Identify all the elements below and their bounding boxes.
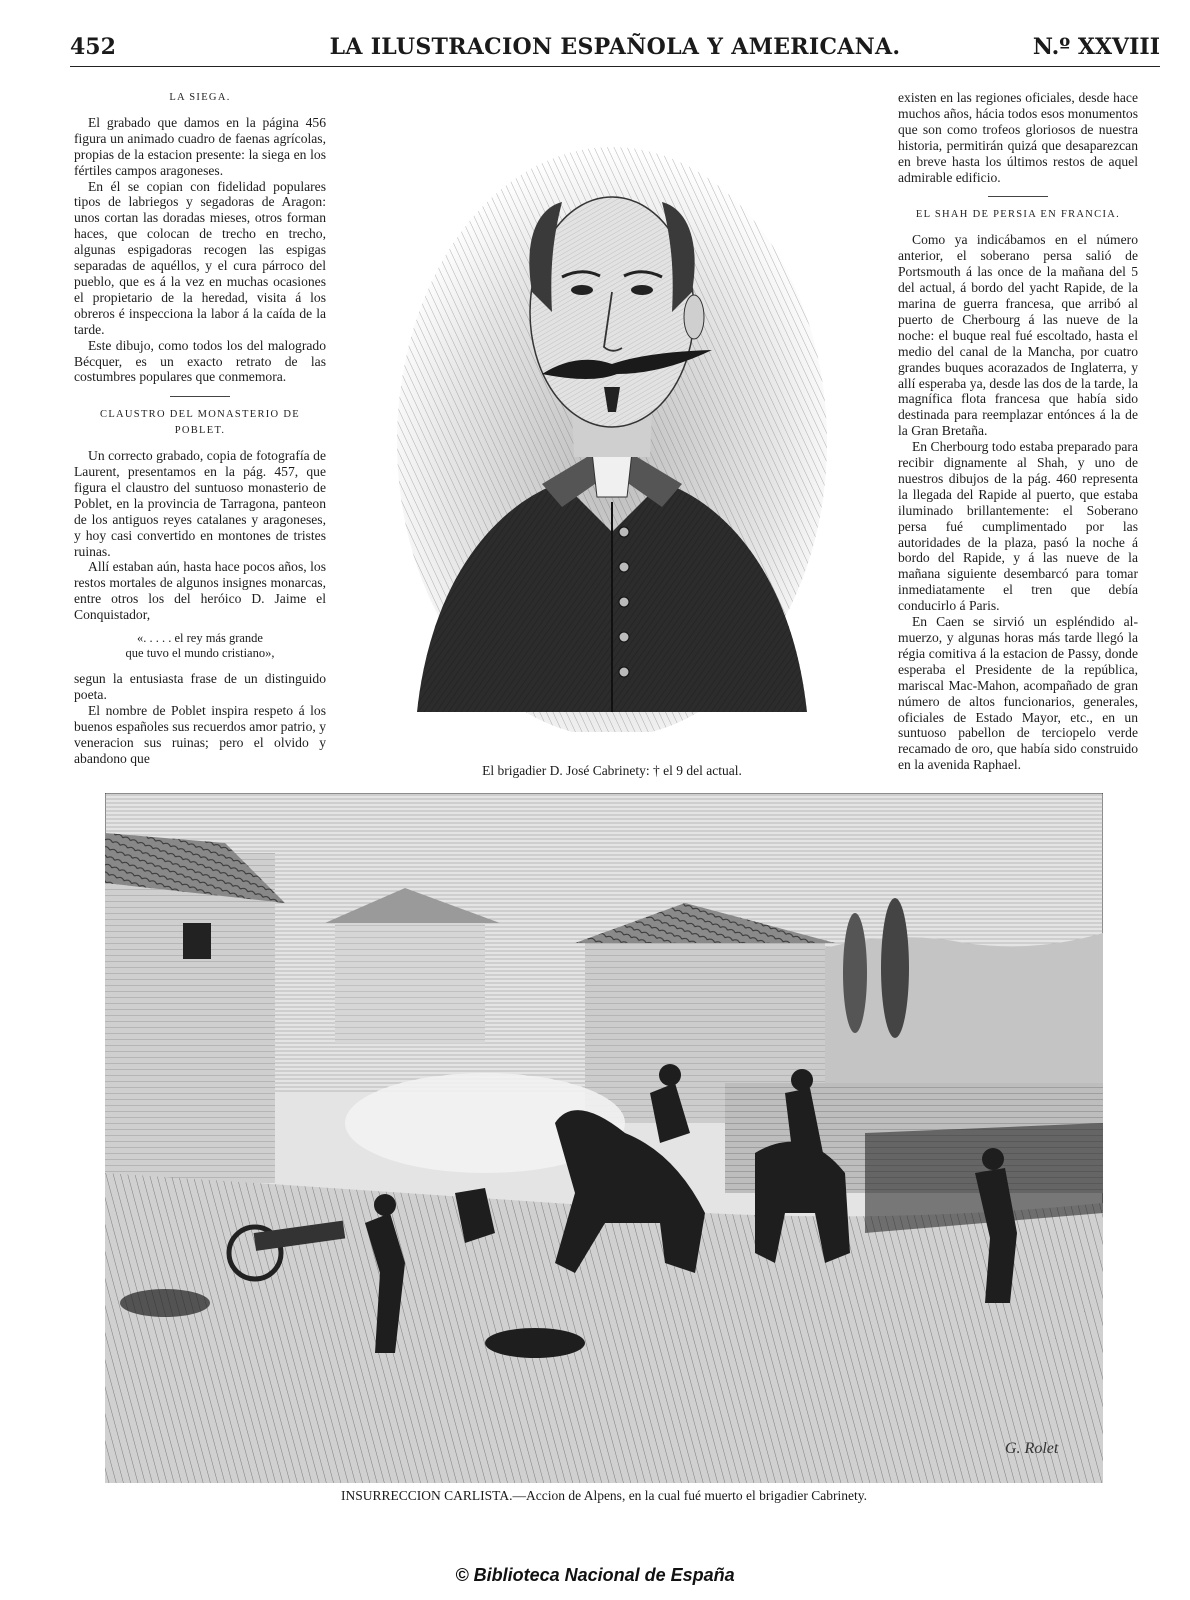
article-paragraph: El grabado que damos en la página 456 figura un animado cuadro de faenas agrícolas, propias de la estacion presente: la siega en los fértiles campos aragoneses. [74,114,326,178]
section-separator [170,396,230,397]
engraver-signature: G. Rolet [1005,1440,1059,1457]
section-heading-siega: LA SIEGA. [169,92,231,103]
issue-number: N.º XXVIII [1032,34,1160,60]
article-paragraph: segun la entusiasta frase de un distinguido poeta. [74,671,326,702]
header-rule [70,66,1160,67]
publication-title: LA ILUSTRACION ESPAÑOLA Y AMERICANA. [329,34,901,60]
section-heading-poblet: CLAUSTRO DEL MONASTERIO DE POBLET. [100,409,300,437]
engraving-caption: INSURRECCION CARLISTA.—Accion de Alpens, en la cual fué muerto el brigadier Cabrinety. [341,1488,867,1503]
portrait-engraving [392,112,832,732]
article-paragraph: En Caen se sirvió un espléndido almuerzo, y algunas horas más tarde llegó la régia comitiva á la estacion de Passy, donde esperaba el Presidente de la república, mariscal Mac-Mahon, acompañado de gran número de altos funcionarios, generales, oficiales de Estado Mayor, etc., en un suntuoso pabellon de terciopelo verde recamado de oro, que había sido construido en la avenida Raphael. [898,614,1138,773]
article-paragraph: El nombre de Poblet inspira respeto á los buenos españoles sus recuerdos amor patrio, y veneracion sus ruinas; pero el olvido y abandono que [74,702,326,766]
section-heading-shah: EL SHAH DE PERSIA EN FRANCIA. [915,209,1121,221]
portrait-caption: El brigadier D. José Cabrinety: † el 9 del actual. [482,763,742,778]
battle-engraving [105,793,1103,1483]
article-paragraph: existen en las regiones oficiales, desde hace muchos años, hácia todos esos monumentos que son como trofeos gloriosos de nuestra historia, permitirán quizá que desaparezcan en breve hasta los últimos restos de aquel admirable edificio. [898,90,1138,185]
article-paragraph: En él se copian con fidelidad populares tipos de labriegos y segadoras de Aragon: unos cortan las doradas mieses, otros forman haces, que colocan de trecho en trecho, algunas espigadoras recogen las espigas separadas de aquéllos, y el cura párroco del pueblo, que es á la vez en muchas ocasiones el propietario de la heredad, visita á los obreros é inspecciona la labor á la caída de la tarde. [74,178,326,337]
right-column [898,90,1138,773]
article-paragraph: Este dibujo, como todos los del malogrado Bécquer, es un exacto retrato de las costumbres populares que conmemora. [74,337,326,385]
verse-line: que tuvo el mundo cristiano», [125,646,275,661]
page-header [70,32,1160,68]
verse-line: «. . . . . el rey más grande [136,631,263,646]
section-separator [988,196,1048,197]
article-paragraph: Allí estaban aún, hasta hace pocos años, los restos mortales de algunos insignes monarcas, entre otros los del heróico D. Jaime el Conquistador, [74,559,326,623]
article-paragraph: Como ya indicábamos en el número anterior, el soberano persa salió de Portsmouth á las once de la mañana del 5 del actual, á bordo del yacht Rapide, de la marina de guerra francesa, que arribó al puerto de Cherbourg á las nueve de la noche: el buque real fué escoltado, hasta el medio del canal de la Mancha, por cuatro grandes buques acorazados de Inglaterra, y allí esperaba ya, desde las dos de la tarde, la magnífica flota francesa que había sido destinada para reemplazar entónces á la de la Gran Bretaña. [898,232,1138,439]
verse-quote [74,631,326,661]
library-watermark: © Biblioteca Nacional de España [455,1565,735,1585]
article-paragraph: Un correcto grabado, copia de fotografía de Laurent, presentamos en la pág. 457, que figura el claustro del suntuoso monasterio de Poblet, en la provincia de Tarragona, panteon de los antiguos reyes catalanes y aragoneses, y hoy casi convertido en montones de tristes ruinas. [74,448,326,559]
page-number: 452 [70,34,116,60]
left-column [74,90,326,767]
article-paragraph: En Cherbourg todo estaba preparado para recibir dignamente al Shah, y uno de nuestros dibujos de la pág. 460 representa la llegada del Rapide al puerto, que estaba iluminado brillantemente: el Soberano persa fué cumplimentado por las autoridades de la plaza, pasó la noche á bordo del Rapide, y á las nueve de la mañana siguiente desembarcó para tomar inmediatamente el tren que debía conducirlo á Paris. [898,439,1138,614]
